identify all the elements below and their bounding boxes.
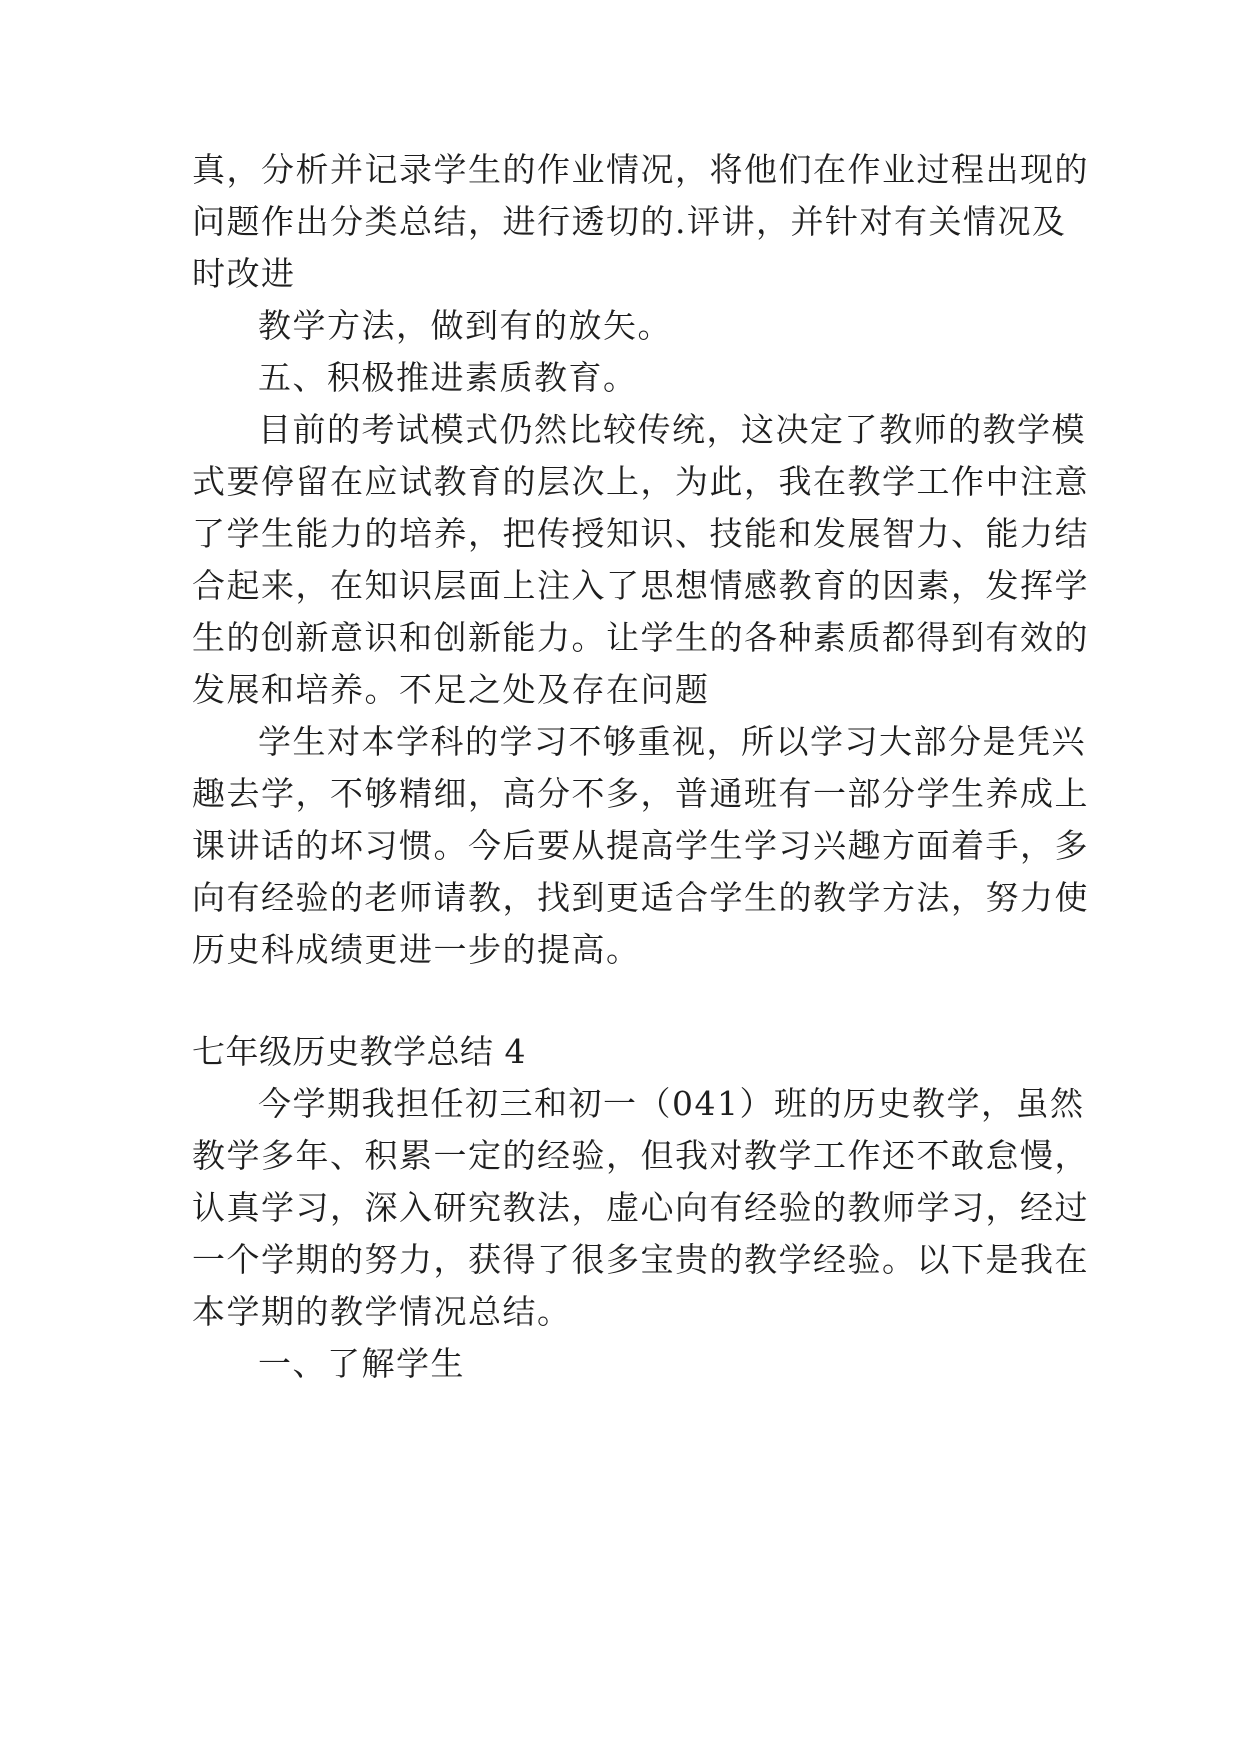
body-text-line: 历史科成绩更进一步的提高。 (192, 930, 641, 969)
body-text-line: 问题作出分类总结，进行透切的.评讲，并针对有关情况及 (192, 202, 1067, 241)
body-text-line: 生的创新意识和创新能力。让学生的各种素质都得到有效的 (192, 618, 1089, 657)
body-text-line: 趣去学，不够精细，高分不多，普通班有一部分学生养成上 (192, 774, 1089, 813)
section-heading: 五、积极推进素质教育。 (258, 358, 638, 397)
body-text-line: 时改进 (192, 254, 296, 293)
body-text-line: 教学多年、积累一定的经验，但我对教学工作还不敢怠慢， (192, 1136, 1089, 1175)
body-text-line: 课讲话的坏习惯。今后要从提高学生学习兴趣方面着手，多 (192, 826, 1089, 865)
section-heading: 一、了解学生 (258, 1344, 465, 1383)
body-text-line: 学生对本学科的学习不够重视，所以学习大部分是凭兴 (258, 722, 1086, 761)
body-text-line: 本学期的教学情况总结。 (192, 1292, 572, 1331)
body-text-line: 一个学期的努力，获得了很多宝贵的教学经验。以下是我在 (192, 1240, 1089, 1279)
document-title: 七年级历史教学总结 4 (192, 1032, 526, 1071)
body-text-line: 今学期我担任初三和初一（041）班的历史教学，虽然 (258, 1084, 1085, 1123)
body-text-line: 了学生能力的培养，把传授知识、技能和发展智力、能力结 (192, 514, 1089, 553)
body-text-line: 目前的考试模式仍然比较传统，这决定了教师的教学模 (258, 410, 1086, 449)
body-text-line: 真，分析并记录学生的作业情况，将他们在作业过程出现的 (192, 150, 1089, 189)
body-text-line: 合起来，在知识层面上注入了思想情感教育的因素，发挥学 (192, 566, 1089, 605)
body-text-line: 式要停留在应试教育的层次上，为此，我在教学工作中注意 (192, 462, 1089, 501)
body-text-line: 教学方法，做到有的放矢。 (258, 306, 672, 345)
body-text-line: 向有经验的老师请教，找到更适合学生的教学方法，努力使 (192, 878, 1089, 917)
body-text-line: 发展和培养。不足之处及存在问题 (192, 670, 710, 709)
body-text-line: 认真学习，深入研究教法，虚心向有经验的教师学习，经过 (192, 1188, 1089, 1227)
